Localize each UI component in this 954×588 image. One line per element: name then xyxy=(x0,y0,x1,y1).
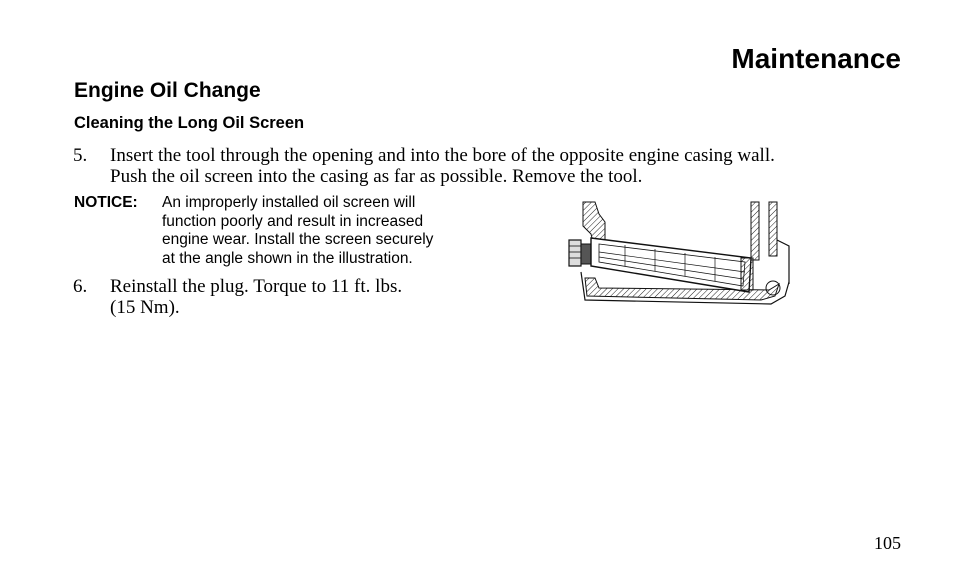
notice-label: NOTICE: xyxy=(74,194,138,211)
notice-line: engine wear. Install the screen securely xyxy=(162,231,434,248)
oil-screen xyxy=(591,238,751,292)
notice-line: An improperly installed oil screen will xyxy=(162,194,416,211)
step-number: 6. xyxy=(73,276,88,297)
notice-text xyxy=(162,194,502,268)
oil-screen-illustration xyxy=(565,200,795,305)
subheading: Cleaning the Long Oil Screen xyxy=(74,114,305,132)
casing-right-wall xyxy=(751,202,789,284)
step-text xyxy=(110,276,490,318)
topic-heading: Engine Oil Change xyxy=(74,79,261,102)
notice-line: function poorly and result in increased xyxy=(162,212,424,230)
section-title: Maintenance xyxy=(731,43,901,74)
step-text-line: Insert the tool through the opening and into the bore of the opposite engine casing wall. xyxy=(110,145,775,166)
step-text-line: (15 Nm). xyxy=(110,297,180,318)
page-number: 105 xyxy=(874,533,901,553)
step-text-line: Reinstall the plug. Torque to 11 ft. lbs. xyxy=(110,276,403,297)
notice-line: at the angle shown in the illustration. xyxy=(162,249,413,267)
step-number: 5. xyxy=(73,145,88,166)
step-text-line: Push the oil screen into the casing as far as possible. Remove the tool. xyxy=(110,166,643,187)
plug xyxy=(569,240,591,266)
step-text xyxy=(110,145,930,187)
